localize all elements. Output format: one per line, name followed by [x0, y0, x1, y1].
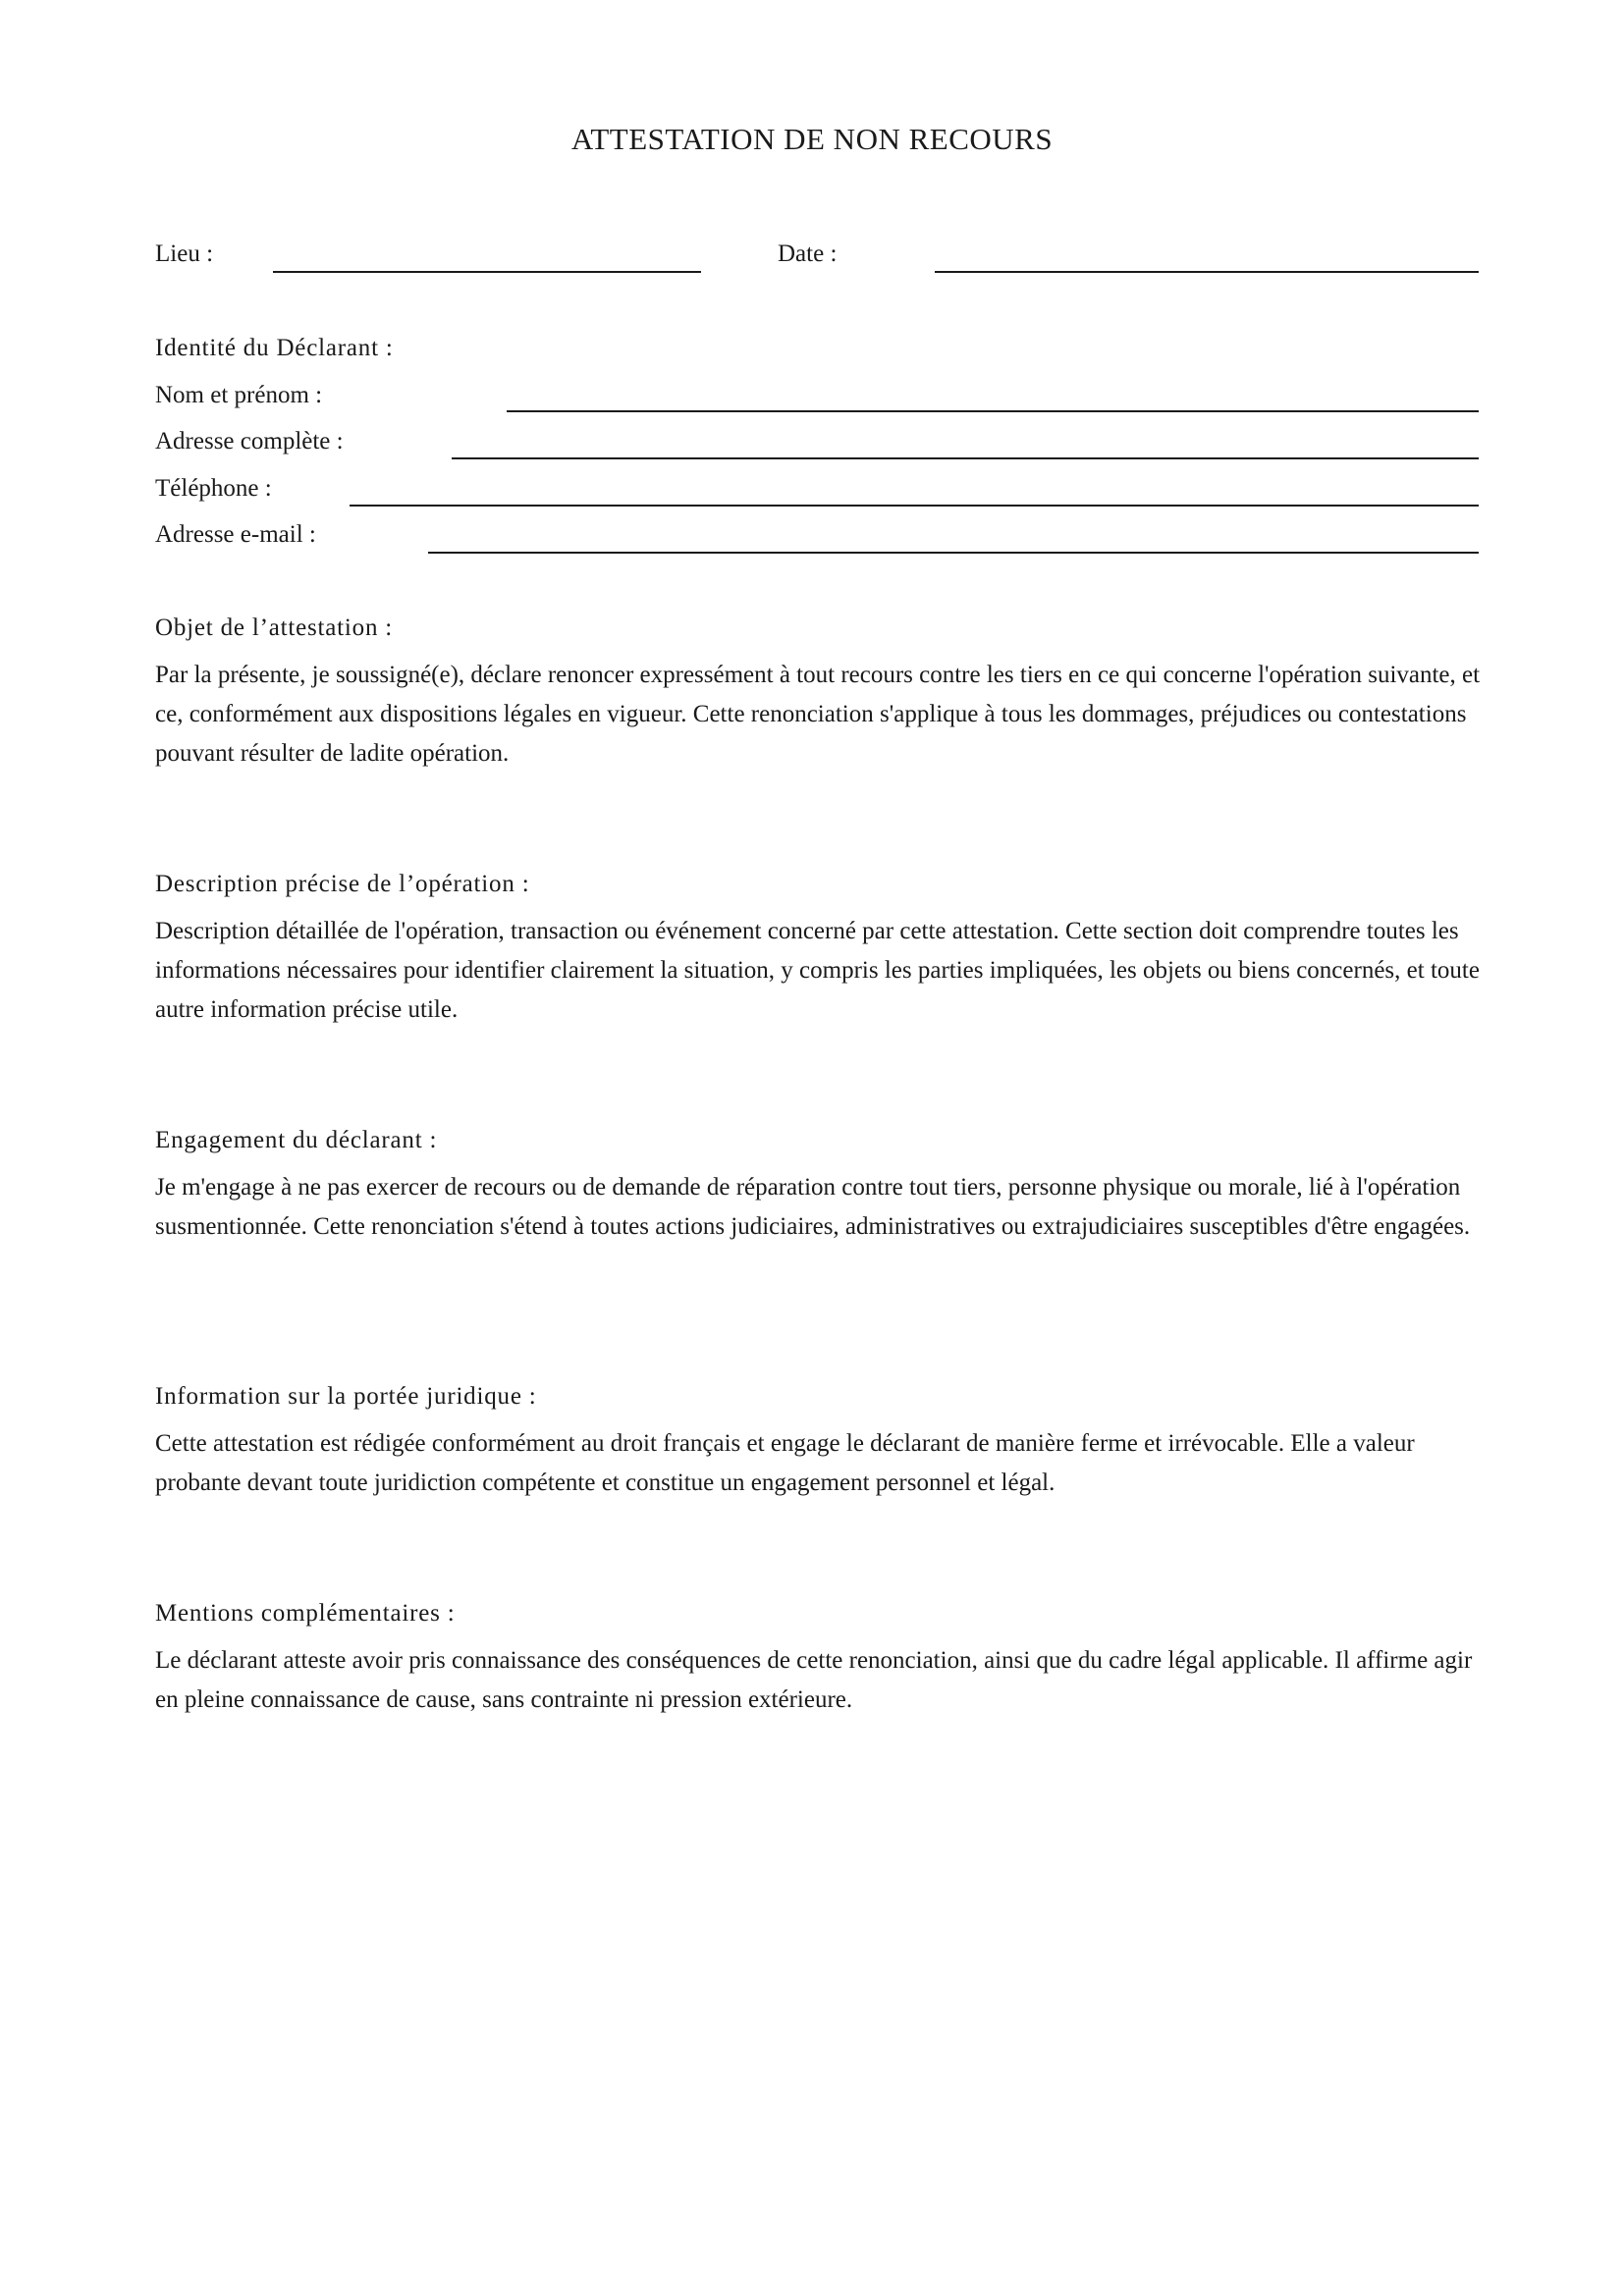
phone-label: Téléphone : — [155, 475, 272, 502]
date-input-line[interactable] — [935, 271, 1479, 273]
address-input-line[interactable] — [452, 457, 1479, 459]
name-input-line[interactable] — [507, 410, 1479, 412]
document-title: ATTESTATION DE NON RECOURS — [570, 122, 1054, 156]
lieu-label: Lieu : — [155, 240, 214, 267]
date-label: Date : — [778, 240, 838, 267]
email-label: Adresse e-mail : — [155, 521, 316, 548]
section-body-objet: Par la présente, je soussigné(e), déclare renoncer expressément à tout recours contre les tiers en ce qui concerne l'opération suivante, et ce, conformément aux dispositions légales en vigueur. Cette renonciation s'applique à tous les dommages, préjudices ou contestations pouvant résulter de ladite opération. — [155, 662, 1481, 767]
section-heading-description: Description précise de l’opération : — [155, 871, 530, 897]
section-body-portee: Cette attestation est rédigée conformément au droit français et engage le déclarant de manière ferme et irrévocable. Elle a valeur probante devant toute juridiction compétente et constitue un engagement personnel et légal. — [155, 1430, 1415, 1496]
lieu-input-line[interactable] — [273, 271, 701, 273]
name-label: Nom et prénom : — [155, 382, 323, 408]
phone-input-line[interactable] — [350, 505, 1479, 507]
section-body-mentions: Le déclarant atteste avoir pris connaissance des conséquences de cette renonciation, ainsi que du cadre légal applicable. Il affirme agir en pleine connaissance de cause, sans contrainte ni pression extérieure. — [155, 1647, 1473, 1713]
section-heading-portee: Information sur la portée juridique : — [155, 1383, 537, 1410]
section-heading-objet: Objet de l’attestation : — [155, 614, 394, 641]
address-label: Adresse complète : — [155, 428, 344, 454]
section-heading-mentions: Mentions complémentaires : — [155, 1600, 456, 1627]
section-heading-engagement: Engagement du déclarant : — [155, 1127, 438, 1153]
section-body-engagement: Je m'engage à ne pas exercer de recours ou de demande de réparation contre tout tiers, personne physique ou morale, lié à l'opération susmentionnée. Cette renonciation s'étend à toutes actions judiciaires, administratives ou extrajudiciaires susceptibles d'être engagées. — [155, 1174, 1471, 1240]
email-input-line[interactable] — [428, 552, 1479, 554]
section-body-description: Description détaillée de l'opération, transaction ou événement concerné par cette attestation. Cette section doit comprendre toutes les informations nécessaires pour identifier clairement la situation, y compris les parties impliquées, les objets ou biens concernés, et toute autre information précise utile. — [155, 918, 1480, 1023]
identity-heading: Identité du Déclarant : — [155, 335, 394, 361]
